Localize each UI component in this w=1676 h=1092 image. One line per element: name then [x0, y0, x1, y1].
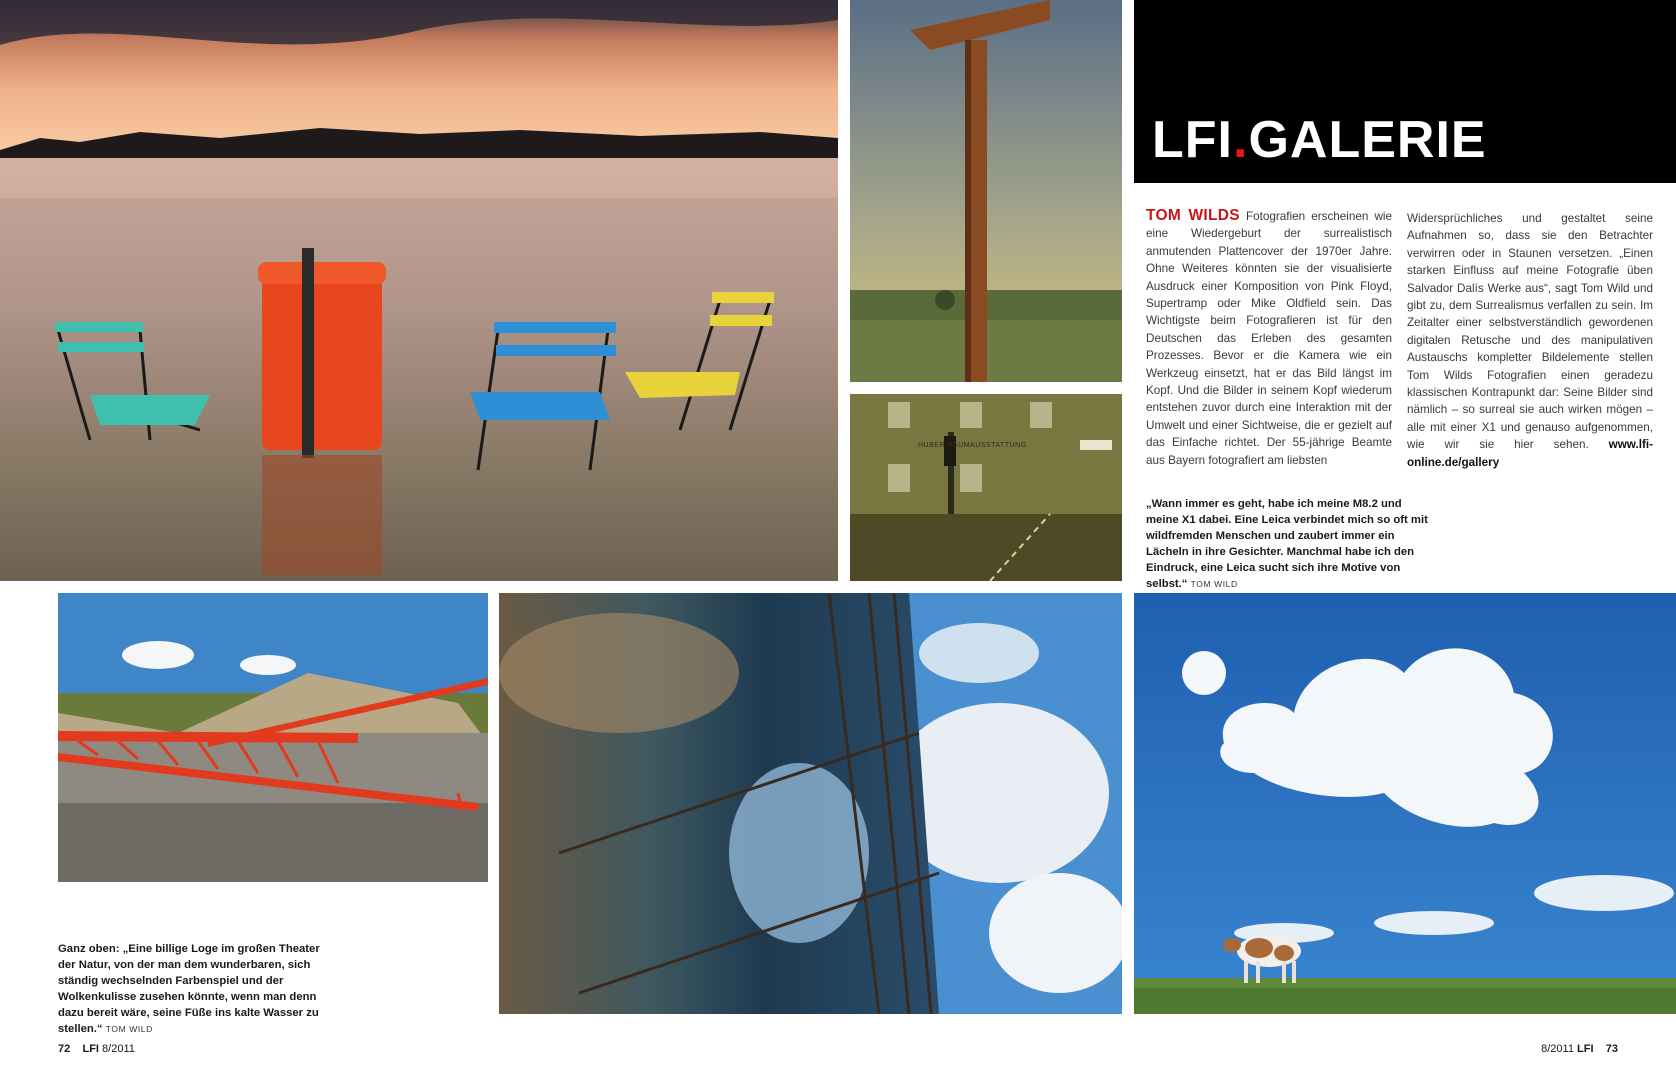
article-body-2: Widersprüchliches und gestaltet seine Aufnahmen so, dass sie den Betrachter verwirren oder in Staunen versetzen. „Einen starken Einfluss auf meine Fotografie üben Salvador Dalís Werke aus“, sagt Tom Wild und gibt zu, dem Surrealismus verfallen zu sein. Im Zeitalter einer selbstverständlich gewordenen digitalen Retusche und des manipulativen Austauschs kompletter Bildelemente stellen Tom Wilds Fotografien einen geradezu klassischen Kontrapunkt dar: Seine Bilder sind nämlich – so surreal sie auch wirken mögen – alle mit einer X1 und genauso aufgenommen, wie wir sie hier sehen.	[1407, 212, 1653, 452]
left-footer-issue: 8/2011	[102, 1043, 135, 1055]
left-page-number: 72	[58, 1043, 71, 1055]
photo-glass-facade	[499, 593, 1122, 1014]
gallery-header	[1134, 0, 1676, 183]
right-footer-brand: LFI	[1577, 1043, 1594, 1055]
page-title	[1152, 108, 1487, 172]
caption-credit: TOM WILD	[105, 1024, 153, 1034]
caption-text: Ganz oben: „Eine billige Loge im großen Theater der Natur, von der man dem wunderbaren, sich ständig wechselnden Farbenspiel und der Wolkenkulisse zusehen könnte, wenn man denn dazu bereit wäre, seine Füße ins kalte Wasser zu stellen.“	[58, 943, 320, 1035]
footer-right	[1541, 1043, 1618, 1055]
left-footer-brand: LFI	[82, 1043, 99, 1055]
photo-cow-sky	[1134, 593, 1676, 1014]
right-page-number: 73	[1605, 1043, 1618, 1055]
gallery-link[interactable]: www.lfi-online.de/gallery	[1407, 438, 1653, 469]
building-sign-text: HUBER RAUMAUSSTATTUNG	[918, 442, 1027, 449]
footer-left	[58, 1043, 135, 1055]
article-column-2	[1407, 210, 1653, 471]
photo-red-railing	[58, 593, 488, 882]
quote-text: „Wann immer es geht, habe ich meine M8.2 und meine X1 dabei. Eine Leica verbindet mich so oft mit wildfremden Menschen und zaubert immer ein Lächeln in ihre Gesichter. Manchmal habe ich den Eindruck, eine Leica sucht sich ihre Motive von selbst.“	[1146, 498, 1428, 590]
section-name: GALERIE	[1248, 111, 1487, 169]
photo-night-building	[850, 394, 1122, 581]
article-column-1	[1146, 207, 1392, 469]
photo-lake-chairs	[0, 0, 838, 581]
brand-dot: .	[1232, 111, 1249, 169]
photo-rust-frame	[850, 0, 1122, 382]
photographer-quote	[1146, 496, 1434, 592]
quote-credit: TOM WILD	[1190, 579, 1238, 589]
right-footer-issue: 8/2011	[1541, 1043, 1574, 1055]
article-author: TOM WILDS	[1146, 207, 1240, 224]
brand-name: LFI	[1152, 111, 1233, 169]
article-body-1: Fotografien erscheinen wie eine Wiedergeburt der surrealistisch anmutenden Plattencover der 1970er Jahre. Ohne Weiteres könnten sie der visualisierte Ausdruck einer Komposition von Pink Floyd, Supertramp oder Mike Oldfield sein. Das Wichtigste beim Fotografieren ist für den Deutschen das Erleben des gesamten Prozesses. Bevor er die Kamera wie ein Werkzeug einsetzt, hat er das Bild längst im Kopf. Und die Bilder in seinem Kopf wiederum entstehen zuvor durch eine Interaktion mit der Umwelt und einer Sichtweise, die er gezielt auf das Einfache richtet. Der 55-jährige Beamte aus Bayern fotografiert am liebsten	[1146, 210, 1392, 467]
photo-caption	[58, 941, 340, 1037]
